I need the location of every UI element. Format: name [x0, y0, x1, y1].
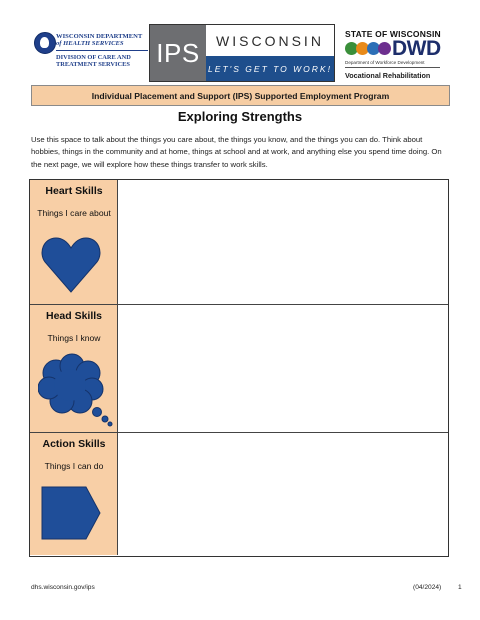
action-skills-row: [30, 433, 448, 555]
action-skills-title: Action Skills: [42, 438, 106, 450]
dwd-program: Vocational Rehabilitation: [345, 71, 431, 80]
ips-state: WISCONSIN: [216, 32, 324, 49]
heart-skills-subtitle: Things I care about: [37, 208, 111, 218]
head-skills-title: Head Skills: [45, 310, 103, 322]
head-skills-write-area[interactable]: [118, 305, 448, 432]
dwd-circle-icons: [345, 41, 393, 57]
strengths-table: [29, 179, 449, 557]
action-skills-subtitle: Things I can do: [44, 461, 104, 471]
dhs-name-line2: of HEALTH SERVICES: [56, 40, 124, 48]
dhs-logo: [34, 32, 150, 76]
pentagon-arrow-icon: [40, 485, 102, 541]
dwd-state-label: STATE OF WISCONSIN: [345, 29, 441, 39]
dhs-divider: [56, 50, 148, 51]
worker-icon: [378, 42, 391, 55]
page-header: [30, 24, 450, 82]
head-skills-row: [30, 305, 448, 433]
program-banner: Individual Placement and Support (IPS) Supported Employment Program: [31, 85, 450, 106]
ips-tagline: LET'S GET TO WORK!: [206, 56, 334, 81]
dhs-division-line2: TREATMENT SERVICES: [56, 61, 130, 69]
dwd-logo: [345, 29, 450, 81]
dhs-name: [56, 33, 142, 48]
ips-logo: [149, 24, 335, 82]
head-skills-subtitle: Things I know: [47, 333, 101, 343]
head-skills-label-cell: [30, 305, 118, 432]
heart-skills-row: [30, 180, 448, 305]
ips-abbrev: IPS: [150, 25, 206, 81]
footer-url[interactable]: dhs.wisconsin.gov/ips: [31, 584, 95, 591]
heart-icon: [41, 236, 101, 294]
thought-bubble-icon: [38, 353, 118, 429]
dwd-divider: [345, 67, 440, 68]
dhs-division: [56, 54, 131, 68]
heart-skills-label-cell: [30, 180, 118, 304]
action-skills-write-area[interactable]: [118, 433, 448, 555]
intro-paragraph: Use this space to talk about the things you care about, the things you know, and the things you can do. Think about hobbies, things in the community and at home, things at school and at work, and anything else you spend time doing. On the next page, we will explore how these things transfer to work skills.: [31, 135, 442, 169]
footer-date: (04/2024): [413, 584, 442, 591]
dwd-mark: DWD: [392, 37, 441, 60]
heart-skills-title: Heart Skills: [45, 185, 103, 197]
page-number: 1: [458, 584, 462, 591]
dwd-department: Department of Workforce Development: [345, 60, 425, 65]
dhs-name-line1: WISCONSIN DEPARTMENT: [56, 33, 143, 40]
dhs-division-line1: DIVISION OF CARE AND: [56, 54, 131, 61]
heart-skills-write-area[interactable]: [118, 180, 448, 304]
action-skills-label-cell: [30, 433, 118, 555]
page-title: Exploring Strengths: [177, 109, 303, 124]
seal-icon: [34, 32, 56, 54]
